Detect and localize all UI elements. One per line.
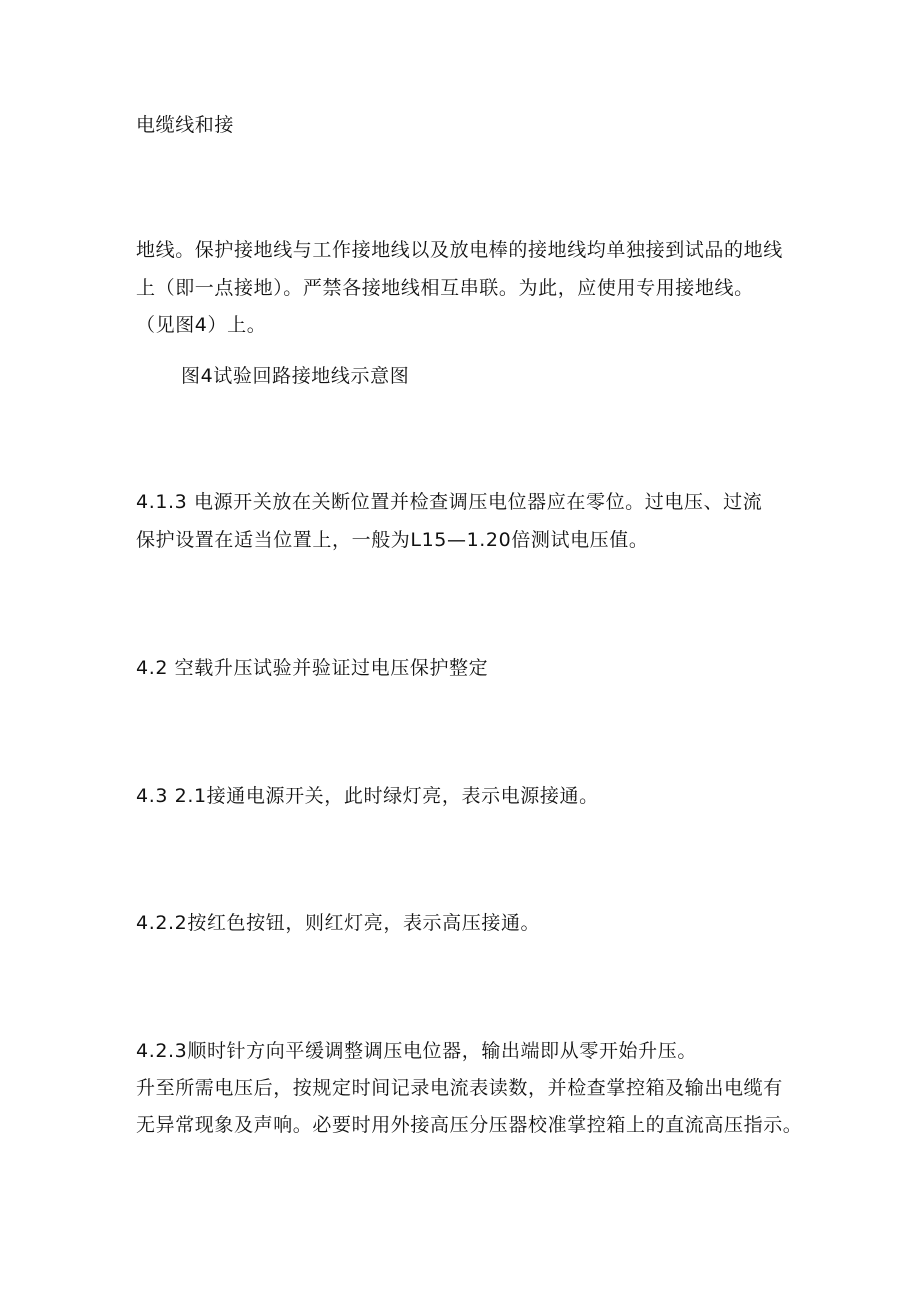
text-line-4-1-3-a: 4.1.3 电源开关放在关断位置并检查调压电位器应在零位。过电压、过流: [136, 491, 763, 513]
section-heading-4-2: 4.2 空载升压试验并验证过电压保护整定: [136, 657, 489, 679]
text-line-cable-and: 电缆线和接: [136, 114, 235, 136]
text-line-4-2-3-b: 升至所需电压后，按规定时间记录电流表读数，并检查掌控箱及输出电缆有: [136, 1077, 783, 1099]
text-line-grounding-2: 上（即一点接地）。严禁各接地线相互串联。为此，应使用专用接地线。: [136, 277, 754, 299]
text-line-4-3-2-1: 4.3 2.1接通电源开关，此时绿灯亮，表示电源接通。: [136, 785, 599, 807]
text-line-4-2-3-a: 4.2.3顺时针方向平缓调整调压电位器，输出端即从零开始升压。: [136, 1040, 697, 1062]
text-line-4-2-2: 4.2.2按红色按钮，则红灯亮，表示高压接通。: [136, 912, 541, 934]
figure-caption: 图4试验回路接地线示意图: [181, 365, 410, 387]
text-line-4-2-3-c: 无异常现象及声响。必要时用外接高压分压器校准掌控箱上的直流高压指示。: [136, 1114, 803, 1136]
text-line-grounding-1: 地线。保护接地线与工作接地线以及放电棒的接地线均单独接到试品的地线: [136, 239, 783, 261]
text-line-4-1-3-b: 保护设置在适当位置上，一般为L15—1.20倍测试电压值。: [136, 529, 649, 551]
text-line-see-figure: （见图4）上。: [136, 314, 267, 336]
